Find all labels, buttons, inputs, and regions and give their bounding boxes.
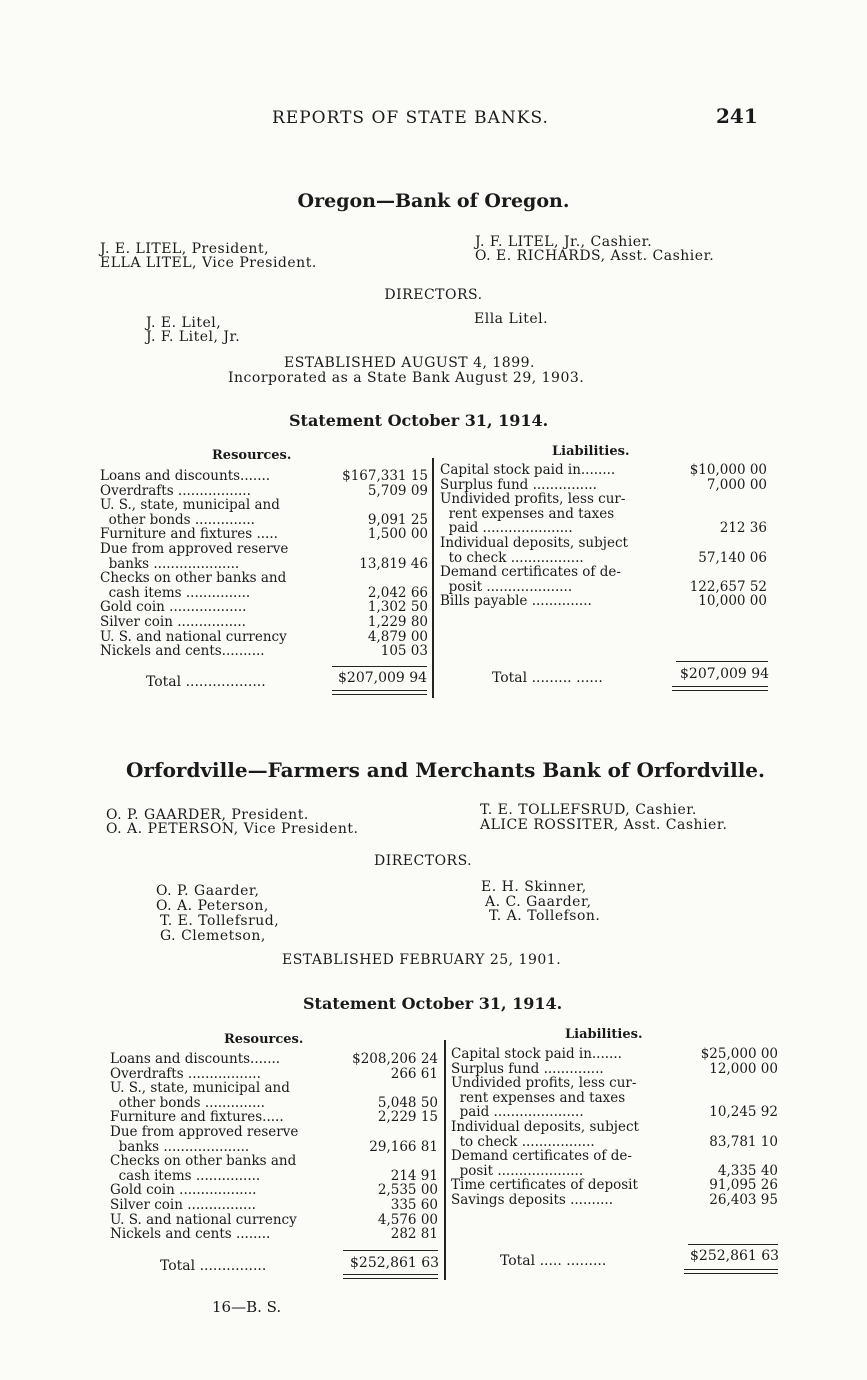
table-row bbox=[451, 1076, 778, 1091]
row-amount: 105 03 bbox=[380, 643, 428, 660]
table-row bbox=[440, 594, 767, 609]
director: J. E. Litel, bbox=[146, 315, 222, 331]
officer: O. E. RICHARDS, Asst. Cashier. bbox=[475, 248, 715, 264]
row-label: banks .................... bbox=[100, 555, 240, 572]
row-label: U. S., state, municipal and bbox=[100, 497, 280, 514]
row-amount: 83,781 10 bbox=[709, 1133, 778, 1150]
row-amount: 266 61 bbox=[390, 1065, 438, 1082]
liabilities-total: $252,861 63 bbox=[690, 1248, 780, 1264]
table-row bbox=[110, 1110, 438, 1125]
table-row bbox=[451, 1178, 778, 1193]
director: J. F. Litel, Jr. bbox=[146, 329, 241, 345]
row-label: Capital stock paid in....... bbox=[451, 1046, 622, 1062]
sum-rule bbox=[332, 666, 427, 667]
table-row bbox=[110, 1067, 438, 1082]
double-rule bbox=[332, 694, 427, 695]
row-label: Undivided profits, less cur- bbox=[440, 491, 626, 508]
row-label: Loans and discounts....... bbox=[100, 468, 271, 484]
director: G. Clemetson, bbox=[160, 928, 266, 944]
table-row bbox=[451, 1062, 778, 1077]
table-row bbox=[100, 615, 428, 630]
table-row bbox=[100, 469, 428, 484]
row-label: to check ................. bbox=[440, 549, 584, 566]
officer: ELLA LITEL, Vice President. bbox=[100, 255, 317, 271]
table-row bbox=[110, 1154, 438, 1169]
row-label: Furniture and fixtures..... bbox=[110, 1109, 284, 1126]
row-amount: 335 60 bbox=[390, 1196, 438, 1213]
directors-heading: DIRECTORS. bbox=[374, 853, 473, 869]
row-label: U. S. and national currency bbox=[100, 628, 287, 645]
bank-title: Orfordville—Farmers and Merchants Bank of Orfordville. bbox=[126, 758, 765, 782]
table-row bbox=[451, 1105, 778, 1120]
table-row bbox=[100, 527, 428, 542]
double-rule bbox=[332, 690, 427, 691]
table-row bbox=[100, 571, 428, 586]
table-row bbox=[110, 1081, 438, 1096]
resources-total: $207,009 94 bbox=[338, 670, 428, 686]
table-row bbox=[440, 521, 767, 536]
table-row bbox=[100, 498, 428, 513]
row-amount: 57,140 06 bbox=[698, 549, 767, 566]
row-amount: 9,091 25 bbox=[367, 511, 428, 528]
established: ESTABLISHED AUGUST 4, 1899. bbox=[284, 355, 535, 371]
established: ESTABLISHED FEBRUARY 25, 1901. bbox=[282, 952, 562, 968]
row-label: posit .................... bbox=[440, 578, 573, 595]
row-label: Overdrafts ................. bbox=[100, 482, 251, 499]
resources-total-label: Total .................. bbox=[146, 674, 266, 690]
officer: J. E. LITEL, President, bbox=[100, 241, 270, 257]
row-label: Bills payable .............. bbox=[440, 593, 592, 610]
row-label: posit .................... bbox=[451, 1162, 584, 1179]
row-label: rent expenses and taxes bbox=[440, 505, 615, 522]
liabilities-list bbox=[451, 1047, 778, 1208]
officer: O. A. PETERSON, Vice President. bbox=[106, 821, 359, 837]
row-amount: 4,335 40 bbox=[717, 1162, 778, 1179]
row-label: Individual deposits, subject bbox=[451, 1118, 639, 1135]
row-label: to check ................. bbox=[451, 1133, 595, 1150]
director: A. C. Gaarder, bbox=[485, 894, 592, 910]
row-amount: 4,576 00 bbox=[377, 1211, 438, 1228]
table-row bbox=[451, 1193, 778, 1208]
signature-mark: 16—B. S. bbox=[212, 1298, 282, 1316]
row-label: Time certificates of deposit bbox=[451, 1177, 638, 1194]
table-row bbox=[451, 1091, 778, 1106]
double-rule bbox=[684, 1269, 778, 1270]
row-amount: 26,403 95 bbox=[709, 1191, 778, 1208]
row-label: Due from approved reserve bbox=[110, 1123, 299, 1140]
row-amount: 12,000 00 bbox=[709, 1060, 778, 1077]
liabilities-total: $207,009 94 bbox=[680, 666, 770, 682]
row-amount: 212 36 bbox=[719, 520, 767, 537]
row-label: banks .................... bbox=[110, 1138, 250, 1155]
row-amount: 5,048 50 bbox=[377, 1094, 438, 1111]
table-row bbox=[100, 484, 428, 499]
table-row bbox=[440, 492, 767, 507]
table-row bbox=[110, 1169, 438, 1184]
row-label: Due from approved reserve bbox=[100, 540, 289, 557]
table-row bbox=[110, 1213, 438, 1228]
double-rule bbox=[343, 1274, 438, 1275]
director: Ella Litel. bbox=[474, 311, 549, 327]
row-label: Checks on other banks and bbox=[100, 570, 287, 587]
row-amount: 2,535 00 bbox=[377, 1182, 438, 1199]
table-row bbox=[451, 1120, 778, 1135]
officer: J. F. LITEL, Jr., Cashier. bbox=[475, 234, 653, 250]
table-row bbox=[100, 644, 428, 659]
table-row bbox=[440, 463, 767, 478]
director: T. E. Tollefsrud, bbox=[160, 913, 280, 929]
liabilities-total-label: Total ..... ......... bbox=[500, 1253, 607, 1269]
row-label: rent expenses and taxes bbox=[451, 1089, 626, 1106]
row-label: paid ..................... bbox=[440, 520, 573, 537]
row-amount: 10,245 92 bbox=[709, 1104, 778, 1121]
row-label: cash items ............... bbox=[100, 584, 251, 601]
table-row bbox=[440, 478, 767, 493]
double-rule bbox=[684, 1273, 778, 1274]
table-row bbox=[451, 1149, 778, 1164]
resources-heading: Resources. bbox=[224, 1032, 304, 1047]
row-label: cash items ............... bbox=[110, 1167, 261, 1184]
row-label: U. S. and national currency bbox=[110, 1211, 297, 1228]
running-title: REPORTS OF STATE BANKS. bbox=[272, 108, 549, 128]
row-label: Savings deposits .......... bbox=[451, 1191, 613, 1208]
table-row bbox=[451, 1047, 778, 1062]
table-row bbox=[451, 1164, 778, 1179]
table-row bbox=[451, 1135, 778, 1150]
row-label: Demand certificates of de- bbox=[440, 564, 621, 581]
double-rule bbox=[343, 1278, 438, 1279]
table-row bbox=[110, 1096, 438, 1111]
page-number: 241 bbox=[716, 104, 758, 128]
officer: O. P. GAARDER, President. bbox=[106, 807, 309, 823]
liabilities-heading: Liabilities. bbox=[565, 1027, 643, 1042]
director: O. P. Gaarder, bbox=[156, 883, 260, 899]
table-row bbox=[110, 1183, 438, 1198]
liabilities-list bbox=[440, 463, 767, 609]
director: E. H. Skinner, bbox=[481, 879, 587, 895]
row-amount: 122,657 52 bbox=[689, 578, 767, 595]
table-row bbox=[100, 557, 428, 572]
row-label: Nickels and cents.......... bbox=[100, 643, 265, 660]
row-label: Surplus fund ............... bbox=[440, 476, 597, 493]
row-amount: $25,000 00 bbox=[700, 1046, 778, 1062]
row-label: Gold coin .................. bbox=[110, 1182, 257, 1199]
table-row bbox=[110, 1198, 438, 1213]
statement-date: Statement October 31, 1914. bbox=[289, 411, 549, 430]
row-amount: $208,206 24 bbox=[352, 1051, 438, 1067]
row-amount: 1,229 80 bbox=[367, 613, 428, 630]
row-amount: 2,229 15 bbox=[377, 1109, 438, 1126]
row-label: Gold coin .................. bbox=[100, 599, 247, 616]
liabilities-heading: Liabilities. bbox=[552, 444, 630, 459]
resources-heading: Resources. bbox=[212, 448, 292, 463]
column-divider bbox=[432, 458, 434, 698]
table-row bbox=[110, 1052, 438, 1067]
row-amount: 10,000 00 bbox=[698, 593, 767, 610]
row-amount: 1,500 00 bbox=[367, 526, 428, 543]
table-row bbox=[440, 580, 767, 595]
table-row bbox=[100, 542, 428, 557]
row-label: Capital stock paid in........ bbox=[440, 462, 616, 478]
row-label: other bonds .............. bbox=[110, 1094, 265, 1111]
liabilities-total-label: Total ......... ...... bbox=[492, 670, 603, 686]
table-row bbox=[110, 1140, 438, 1155]
row-label: Nickels and cents ........ bbox=[110, 1226, 271, 1243]
row-amount: 4,879 00 bbox=[367, 628, 428, 645]
resources-total: $252,861 63 bbox=[350, 1255, 440, 1271]
officer: T. E. TOLLEFSRUD, Cashier. bbox=[480, 802, 697, 818]
row-amount: 29,166 81 bbox=[369, 1138, 438, 1155]
column-divider bbox=[444, 1040, 446, 1280]
table-row bbox=[110, 1227, 438, 1242]
row-label: Undivided profits, less cur- bbox=[451, 1075, 637, 1092]
row-amount: 91,095 26 bbox=[709, 1177, 778, 1194]
table-row bbox=[100, 630, 428, 645]
directors-heading: DIRECTORS. bbox=[384, 287, 483, 303]
incorporated: Incorporated as a State Bank August 29, 1903. bbox=[228, 370, 585, 386]
double-rule bbox=[672, 686, 768, 687]
sum-rule bbox=[676, 661, 768, 662]
table-row bbox=[100, 586, 428, 601]
director: O. A. Peterson, bbox=[156, 898, 269, 914]
row-amount: 13,819 46 bbox=[359, 555, 428, 572]
row-amount: 214 91 bbox=[390, 1167, 438, 1184]
row-label: other bonds .............. bbox=[100, 511, 255, 528]
row-label: Silver coin ................ bbox=[110, 1196, 256, 1213]
table-row bbox=[100, 513, 428, 528]
table-row bbox=[440, 551, 767, 566]
table-row bbox=[440, 536, 767, 551]
row-amount: 1,302 50 bbox=[367, 599, 428, 616]
statement-date: Statement October 31, 1914. bbox=[303, 994, 563, 1013]
officer: ALICE ROSSITER, Asst. Cashier. bbox=[480, 817, 728, 833]
table-row bbox=[110, 1125, 438, 1140]
row-label: Furniture and fixtures ..... bbox=[100, 526, 278, 543]
row-label: Overdrafts ................. bbox=[110, 1065, 261, 1082]
row-label: Demand certificates of de- bbox=[451, 1148, 632, 1165]
row-label: Individual deposits, subject bbox=[440, 534, 628, 551]
table-row bbox=[440, 507, 767, 522]
resources-list bbox=[110, 1052, 438, 1242]
row-amount: 282 81 bbox=[390, 1226, 438, 1243]
director: T. A. Tollefson. bbox=[489, 908, 601, 924]
sum-rule bbox=[343, 1250, 438, 1251]
double-rule bbox=[672, 690, 768, 691]
row-label: Surplus fund .............. bbox=[451, 1060, 604, 1077]
bank-title: Oregon—Bank of Oregon. bbox=[297, 190, 570, 212]
row-label: Checks on other banks and bbox=[110, 1153, 297, 1170]
row-amount: 7,000 00 bbox=[706, 476, 767, 493]
sum-rule bbox=[688, 1244, 778, 1245]
row-label: Silver coin ................ bbox=[100, 613, 246, 630]
row-label: Loans and discounts....... bbox=[110, 1051, 281, 1067]
table-row bbox=[440, 565, 767, 580]
row-label: paid ..................... bbox=[451, 1104, 584, 1121]
resources-total-label: Total ............... bbox=[160, 1258, 267, 1274]
row-amount: $167,331 15 bbox=[342, 468, 428, 484]
row-amount: 5,709 09 bbox=[367, 482, 428, 499]
resources-list bbox=[100, 469, 428, 659]
row-label: U. S., state, municipal and bbox=[110, 1080, 290, 1097]
row-amount: $10,000 00 bbox=[689, 462, 767, 478]
table-row bbox=[100, 600, 428, 615]
row-amount: 2,042 66 bbox=[367, 584, 428, 601]
